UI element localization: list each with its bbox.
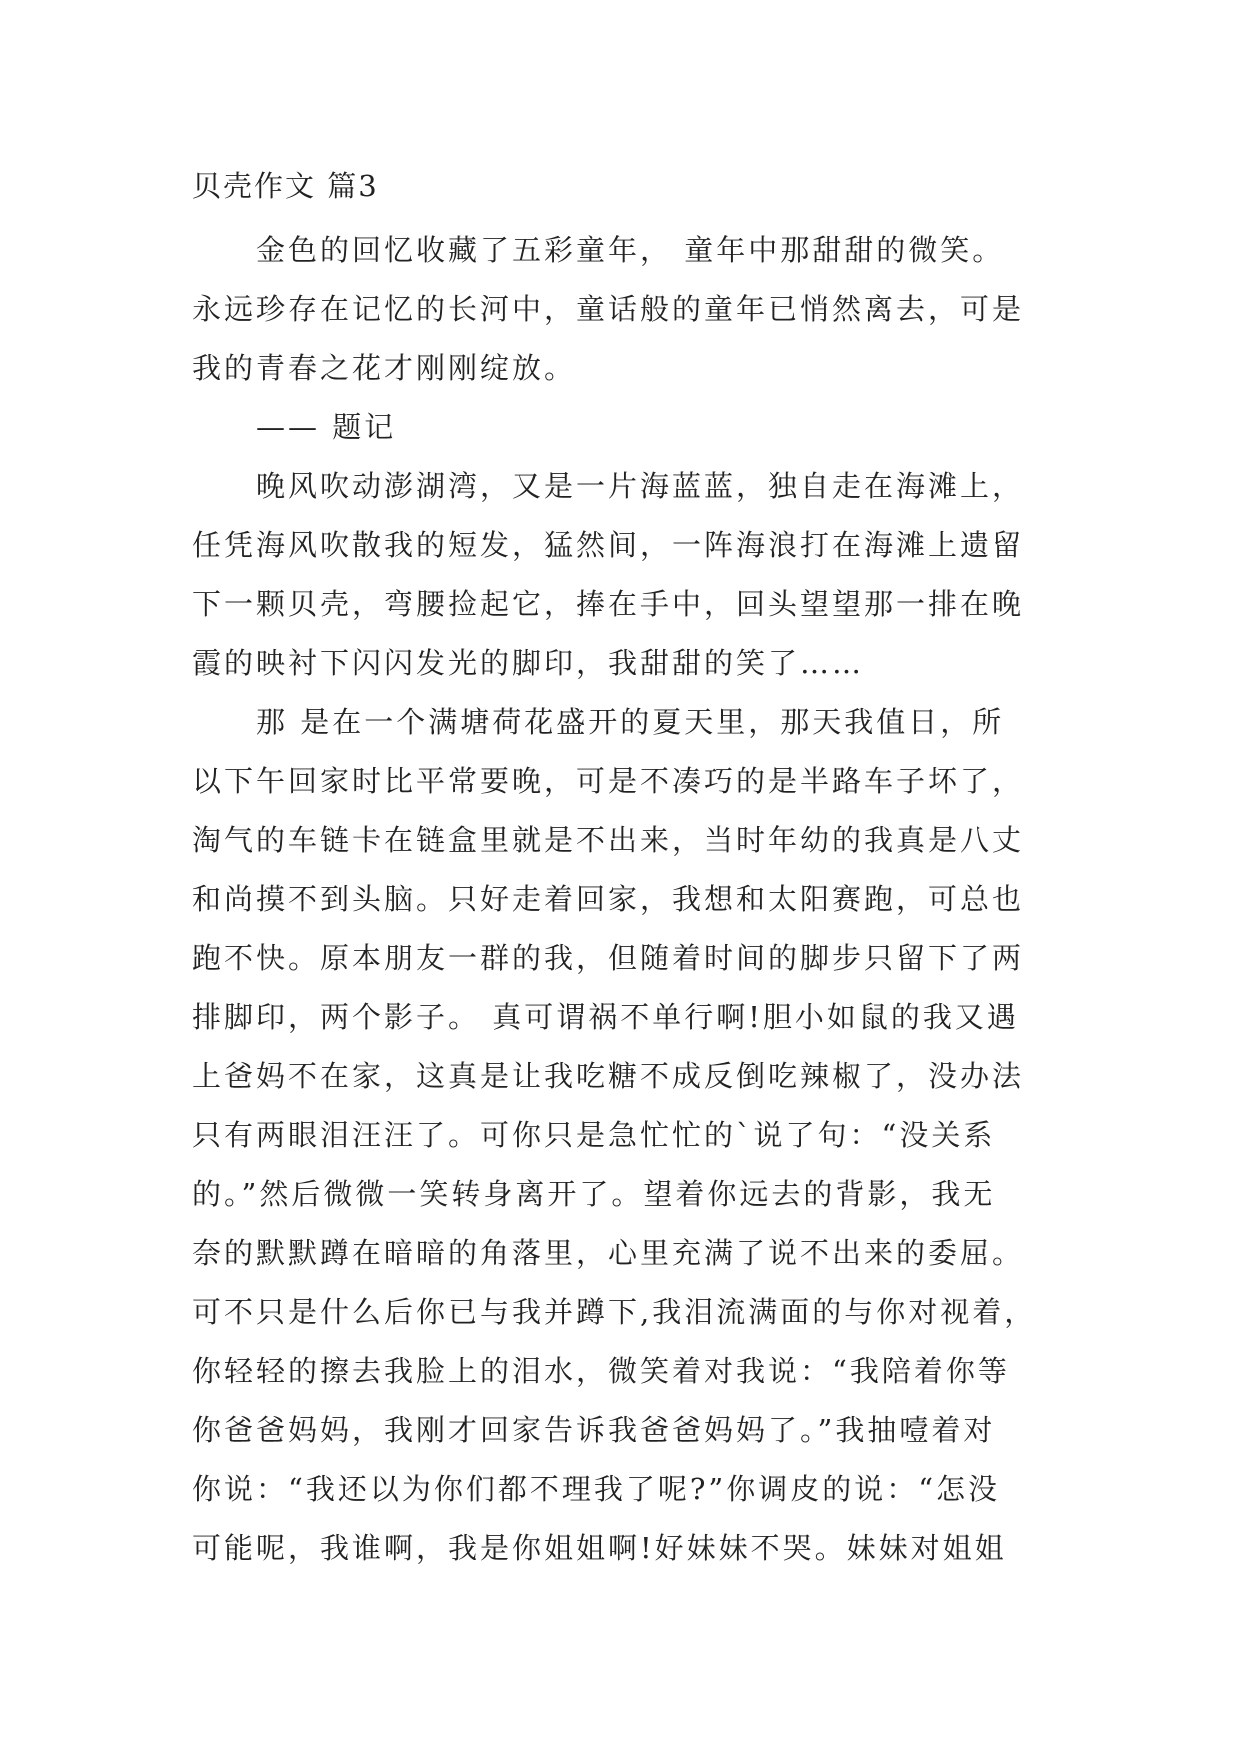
text-line: 上爸妈不在家，这真是让我吃糖不成反倒吃辣椒了，没办法 [192,1059,1025,1093]
text-line: 可不只是什么后你已与我并蹲下,我泪流满面的与你对视着， [192,1295,1037,1329]
text-line: 那 是在一个满塘荷花盛开的夏天里，那天我值日，所 [256,705,1005,739]
text-line: 晚风吹动澎湖湾，又是一片海蓝蓝，独自走在海滩上， [256,469,1025,503]
document-title: 贝壳作文 篇3 [192,169,379,203]
text-line: 奈的默默蹲在暗暗的角落里，心里充满了说不出来的委屈。 [192,1236,1025,1270]
text-line: 淘气的车链卡在链盒里就是不出来，当时年幼的我真是八丈 [192,823,1025,857]
text-line: 以下午回家时比平常要晚，可是不凑巧的是半路车子坏了， [192,764,1025,798]
text-line: 你轻轻的擦去我脸上的泪水，微笑着对我说：“我陪着你等 [192,1354,1010,1388]
text-line: 霞的映衬下闪闪发光的脚印，我甜甜的笑了…… [192,646,865,680]
text-line: 任凭海风吹散我的短发，猛然间，一阵海浪打在海滩上遗留 [192,528,1025,562]
text-line: 我的青春之花才刚刚绽放。 [192,351,577,385]
document-body [192,221,1072,1578]
text-line: 排脚印，两个影子。 真可谓祸不单行啊!胆小如鼠的我又遇 [192,1000,1019,1034]
text-line: 永远珍存在记忆的长河中，童话般的童年已悄然离去，可是 [192,292,1025,326]
text-line: 你爸爸妈妈，我刚才回家告诉我爸爸妈妈了。”我抽噎着对 [192,1413,996,1447]
text-line: 可能呢，我谁啊，我是你姐姐啊!好妹妹不哭。妹妹对姐姐 [192,1531,1007,1565]
text-line: 金色的回忆收藏了五彩童年， 童年中那甜甜的微笑。 [256,233,1005,267]
text-line: 和尚摸不到头脑。只好走着回家，我想和太阳赛跑，可总也 [192,882,1025,916]
text-line: 你说：“我还以为你们都不理我了呢?”你调皮的说：“怎没 [192,1472,1001,1506]
text-line: 跑不快。原本朋友一群的我，但随着时间的脚步只留下了两 [192,941,1025,975]
text-line: 下一颗贝壳，弯腰捡起它，捧在手中，回头望望那一排在晚 [192,587,1025,621]
text-line: —— 题记 [256,410,397,444]
text-line: 的。”然后微微一笑转身离开了。望着你远去的背影，我无 [192,1177,996,1211]
text-line: 只有两眼泪汪汪了。可你只是急忙忙的`说了句：“没关系 [192,1118,996,1152]
